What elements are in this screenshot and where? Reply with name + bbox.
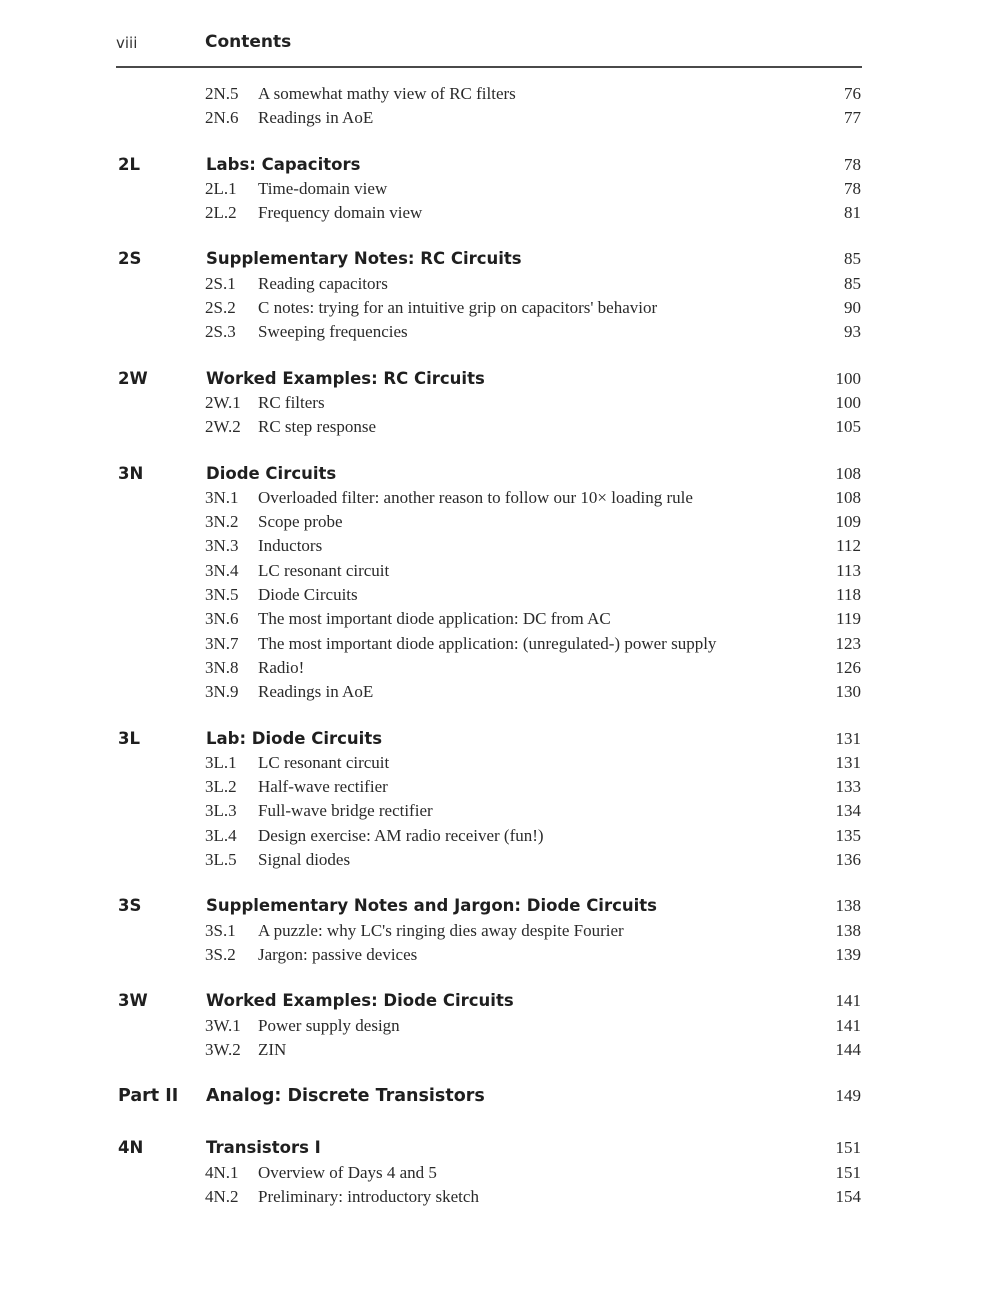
section-number: 3N.8 <box>205 657 239 677</box>
chapter-code: 3L <box>118 728 140 748</box>
section-title: ZIN <box>258 1039 287 1059</box>
section-number: 3N.9 <box>205 682 239 702</box>
section-number: 3N.7 <box>205 633 239 653</box>
section-number: 3N.4 <box>205 560 239 580</box>
section-title: A puzzle: why LC's ringing dies away despite Fourier <box>258 920 624 940</box>
section-page: 141 <box>835 1015 861 1035</box>
page-number: viii <box>116 34 138 52</box>
section-page: 123 <box>835 633 861 653</box>
section-page: 135 <box>835 825 861 845</box>
section-number: 3L.4 <box>205 825 237 845</box>
section-page: 77 <box>844 108 861 128</box>
section-row <box>0 777 986 801</box>
section-row <box>0 536 986 560</box>
section-number: 2L.1 <box>205 178 237 198</box>
section-title: Signal diodes <box>258 850 351 870</box>
section-title: Frequency domain view <box>258 203 423 223</box>
section-page: 78 <box>844 178 861 198</box>
chapter-title: Analog: Discrete Transistors <box>206 1086 485 1107</box>
section-row <box>0 1187 986 1211</box>
section-title: Radio! <box>258 657 305 677</box>
section-title: RC step response <box>258 417 377 437</box>
section-number: 3N.1 <box>205 487 239 507</box>
section-row <box>0 1040 986 1064</box>
section-page: 100 <box>835 392 861 412</box>
section-page: 133 <box>835 777 861 797</box>
section-row <box>0 826 986 850</box>
section-page: 113 <box>836 560 861 580</box>
chapter-page: 138 <box>835 896 861 916</box>
section-number: 3N.6 <box>205 609 239 629</box>
chapter-page: 151 <box>835 1138 861 1158</box>
section-row <box>0 921 986 945</box>
chapter-title: Worked Examples: Diode Circuits <box>206 991 514 1011</box>
section-page: 138 <box>835 920 861 940</box>
chapter-title: Supplementary Notes: RC Circuits <box>206 249 522 269</box>
section-row <box>0 682 986 706</box>
chapter-code: 2L <box>118 154 140 174</box>
section-number: 2W.1 <box>205 392 241 412</box>
section-row <box>0 945 986 969</box>
section-row <box>0 322 986 346</box>
section-page: 90 <box>844 298 861 318</box>
section-title: Reading capacitors <box>258 273 388 293</box>
section-page: 112 <box>836 536 861 556</box>
section-title: Readings in AoE <box>258 682 374 702</box>
chapter-code: 2W <box>118 368 148 388</box>
chapter-row <box>0 155 986 179</box>
section-page: 108 <box>835 487 861 507</box>
section-number: 3W.1 <box>205 1015 241 1035</box>
chapter-code: 3W <box>118 991 148 1011</box>
section-row <box>0 1016 986 1040</box>
chapter-code: Part II <box>118 1086 179 1107</box>
section-number: 2N.5 <box>205 84 239 103</box>
chapter-row <box>0 729 986 753</box>
section-page: 81 <box>844 203 861 223</box>
section-number: 3L.1 <box>205 752 237 772</box>
chapter-page: 100 <box>835 368 861 388</box>
chapter-title: Labs: Capacitors <box>206 154 361 174</box>
section-title: The most important diode application: DC from AC <box>258 609 611 629</box>
section-page: 118 <box>836 585 861 605</box>
running-title: Contents <box>205 32 292 52</box>
section-page: 151 <box>835 1162 861 1182</box>
section-title: Half-wave rectifier <box>258 777 388 797</box>
chapter-row <box>0 1138 986 1162</box>
section-title: Jargon: passive devices <box>258 944 418 964</box>
section-row <box>0 561 986 585</box>
section-row <box>0 1163 986 1187</box>
part-group <box>0 1086 986 1110</box>
chapter-title: Diode Circuits <box>206 463 337 483</box>
section-row <box>0 393 986 417</box>
chapter-group <box>0 1138 986 1211</box>
section-row <box>0 801 986 825</box>
section-page: 136 <box>835 850 861 870</box>
section-number: 2S.3 <box>205 322 236 342</box>
chapter-title: Lab: Diode Circuits <box>206 728 383 748</box>
section-title: The most important diode application: (unregulated-) power supply <box>258 633 717 653</box>
chapter-title: Transistors I <box>206 1138 321 1158</box>
section-title: Time-domain view <box>258 178 388 198</box>
section-number: 3S.1 <box>205 920 236 940</box>
section-title: Diode Circuits <box>258 585 358 605</box>
section-page: 119 <box>836 609 861 629</box>
chapter-page: 78 <box>844 154 861 174</box>
section-title: LC resonant circuit <box>258 752 390 772</box>
section-number: 3S.2 <box>205 944 236 964</box>
chapter-code: 4N <box>118 1138 144 1158</box>
section-title: C notes: trying for an intuitive grip on capacitors' behavior <box>258 298 658 318</box>
section-page: 139 <box>835 944 861 964</box>
section-row <box>0 488 986 512</box>
section-row <box>0 512 986 536</box>
section-number: 2W.2 <box>205 417 241 437</box>
section-row <box>0 203 986 227</box>
chapter-page: 141 <box>835 991 861 1011</box>
section-title: Readings in AoE <box>258 108 374 128</box>
chapter-page: 108 <box>835 463 861 483</box>
chapter-row <box>0 991 986 1015</box>
chapter-page: 131 <box>835 728 861 748</box>
section-title: RC filters <box>258 392 325 412</box>
table-of-contents <box>0 84 986 1233</box>
chapter-row <box>0 464 986 488</box>
section-title: Full-wave bridge rectifier <box>258 801 433 821</box>
section-row <box>0 108 986 132</box>
section-page: 144 <box>835 1039 861 1059</box>
page-header <box>116 30 862 68</box>
chapter-group <box>0 991 986 1064</box>
chapter-row <box>0 896 986 920</box>
section-number: 2S.2 <box>205 298 236 318</box>
section-row <box>0 179 986 203</box>
chapter-page: 149 <box>835 1086 861 1106</box>
chapter-code: 3S <box>118 896 142 916</box>
section-number: 3L.2 <box>205 777 237 797</box>
section-number: 3W.2 <box>205 1039 241 1059</box>
section-page: 154 <box>835 1186 861 1206</box>
section-title: Power supply design <box>258 1015 400 1035</box>
section-number: 3N.3 <box>205 536 239 556</box>
section-number: 3N.2 <box>205 512 239 532</box>
section-title: LC resonant circuit <box>258 560 390 580</box>
section-page: 130 <box>835 682 861 702</box>
chapter-code: 2S <box>118 249 142 269</box>
section-title: Scope probe <box>258 512 343 532</box>
section-page: 85 <box>844 273 861 293</box>
section-title: A somewhat mathy view of RC filters <box>258 84 516 103</box>
section-title: Design exercise: AM radio receiver (fun!) <box>258 825 544 845</box>
chapter-code: 3N <box>118 463 144 483</box>
chapter-row <box>0 369 986 393</box>
section-row <box>0 274 986 298</box>
section-number: 2S.1 <box>205 273 236 293</box>
section-row <box>0 658 986 682</box>
chapter-group <box>0 896 986 969</box>
section-row <box>0 298 986 322</box>
section-page: 134 <box>835 801 861 821</box>
section-page: 93 <box>844 322 861 342</box>
chapter-row <box>0 1086 986 1110</box>
section-number: 3L.5 <box>205 850 237 870</box>
section-row <box>0 84 986 108</box>
section-title: Preliminary: introductory sketch <box>258 1186 479 1206</box>
section-title: Sweeping frequencies <box>258 322 408 342</box>
chapter-group <box>0 369 986 442</box>
chapter-row <box>0 249 986 273</box>
section-page: 76 <box>844 84 861 103</box>
section-page: 105 <box>835 417 861 437</box>
section-page: 109 <box>835 512 861 532</box>
section-number: 2L.2 <box>205 203 237 223</box>
section-row <box>0 850 986 874</box>
chapter-group <box>0 729 986 875</box>
chapter-page: 85 <box>844 249 861 269</box>
section-row <box>0 609 986 633</box>
section-page: 131 <box>835 752 861 772</box>
section-title: Overview of Days 4 and 5 <box>258 1162 437 1182</box>
section-title: Overloaded filter: another reason to follow our 10× loading rule <box>258 487 693 507</box>
chapter-title: Supplementary Notes and Jargon: Diode Circuits <box>206 896 657 916</box>
chapter-group <box>0 249 986 346</box>
section-number: 2N.6 <box>205 108 239 128</box>
chapter-group <box>0 155 986 228</box>
section-row <box>0 753 986 777</box>
section-title: Inductors <box>258 536 323 556</box>
section-number: 4N.2 <box>205 1186 239 1206</box>
section-row <box>0 634 986 658</box>
section-page: 126 <box>835 657 861 677</box>
chapter-group <box>0 464 986 707</box>
section-row <box>0 417 986 441</box>
section-row <box>0 585 986 609</box>
chapter-group <box>0 84 986 133</box>
chapter-title: Worked Examples: RC Circuits <box>206 368 485 388</box>
section-number: 3N.5 <box>205 585 239 605</box>
section-number: 4N.1 <box>205 1162 239 1182</box>
section-number: 3L.3 <box>205 801 237 821</box>
